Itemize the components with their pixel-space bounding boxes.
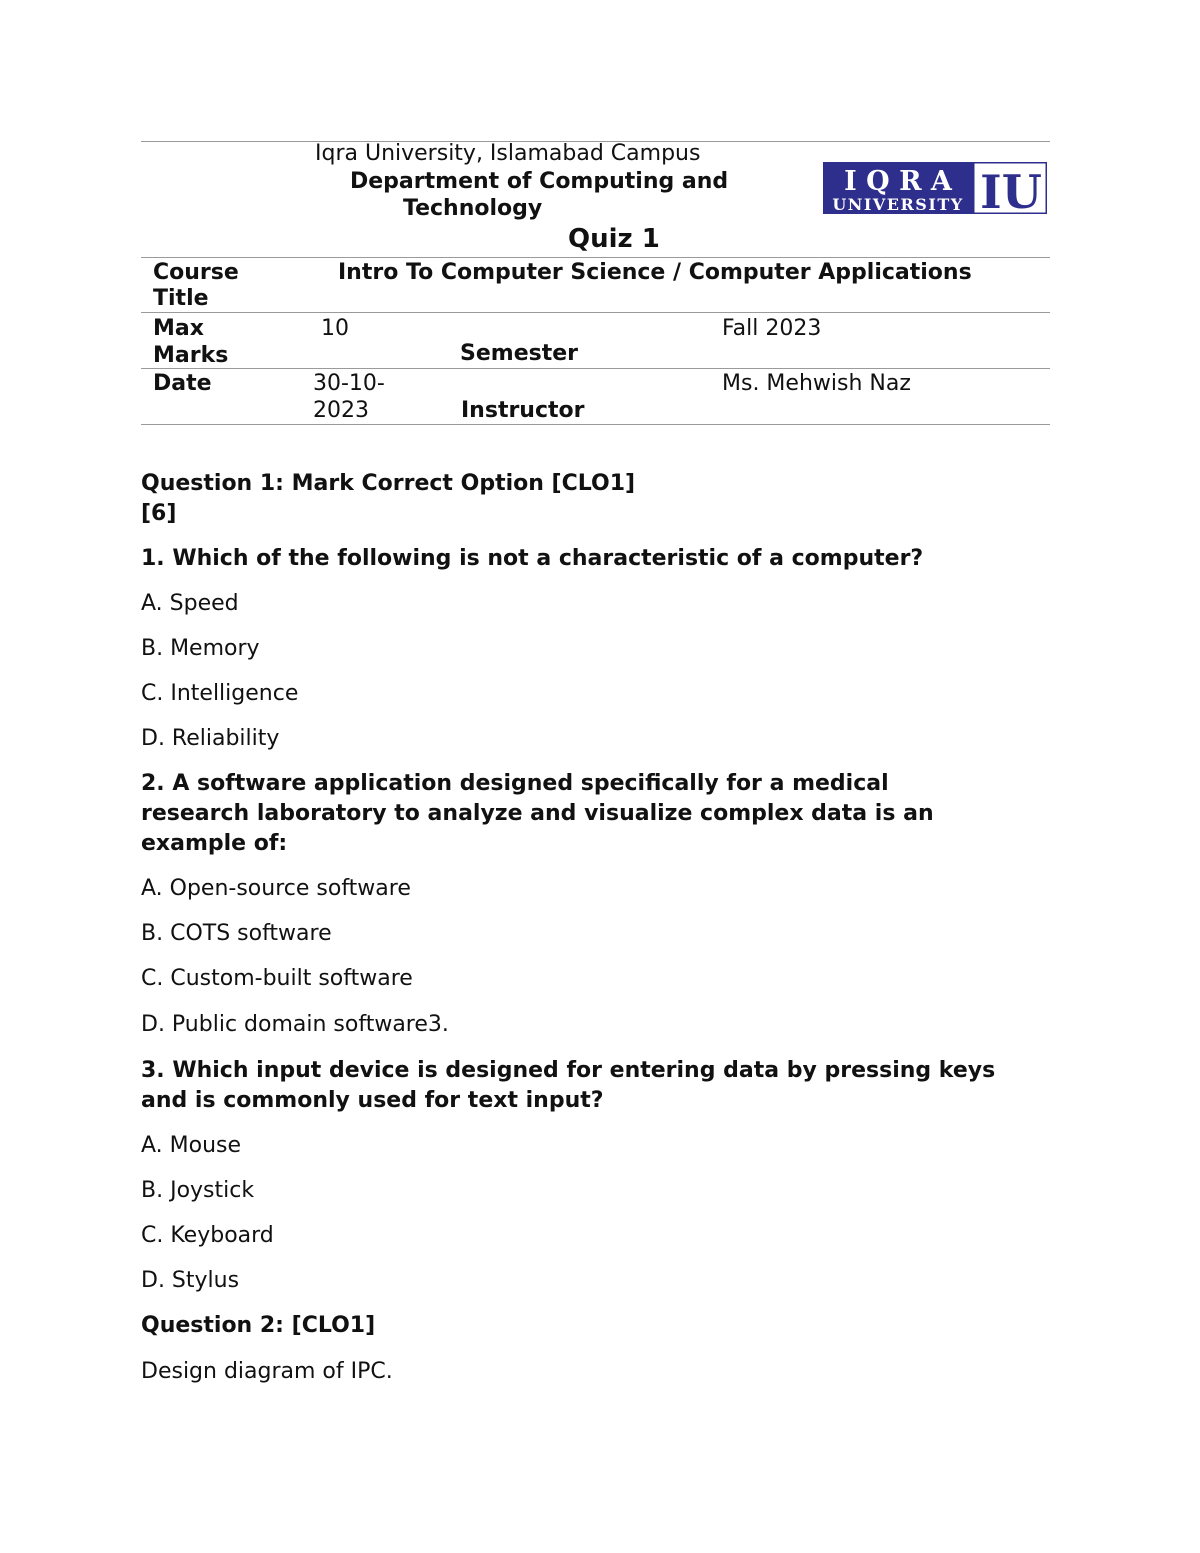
logo-university-word: UNIVERSITY (832, 195, 964, 214)
item-1-option-c: C. Intelligence (141, 681, 299, 706)
item-3-option-d: D. Stylus (141, 1268, 240, 1293)
instructor-value: Ms. Mehwish Naz (722, 371, 911, 396)
table-rule-2 (141, 312, 1050, 313)
item-2-question-line-3: example of: (141, 831, 288, 856)
logo-iqra-word: I Q R A (844, 166, 952, 197)
item-3-option-a: A. Mouse (141, 1133, 242, 1158)
date-value-1: 30-10- (313, 371, 385, 396)
iqra-university-logo (823, 162, 1047, 214)
max-marks-label-2: Marks (153, 343, 229, 368)
item-3-option-b: B. Joystick (141, 1178, 255, 1203)
item-2-option-c: C. Custom-built software (141, 966, 413, 991)
table-rule-4 (141, 424, 1050, 425)
question-1-heading: Question 1: Mark Correct Option [CLO1] (141, 471, 636, 496)
instructor-label: Instructor (461, 398, 585, 423)
table-rule-3 (141, 368, 1050, 369)
item-1-option-a: A. Speed (141, 591, 239, 616)
item-2-question-line-1: 2. A software application designed specifically for a medical (141, 771, 889, 796)
quiz-title: Quiz 1 (568, 224, 660, 254)
item-2-option-d: D. Public domain software3. (141, 1012, 449, 1037)
question-2-heading: Question 2: [CLO1] (141, 1313, 376, 1338)
date-value-2: 2023 (313, 398, 369, 423)
course-title-value: Intro To Computer Science / Computer Applications (338, 260, 972, 285)
item-2-option-a: A. Open-source software (141, 876, 411, 901)
max-marks-label-1: Max (153, 316, 204, 341)
max-marks-value: 10 (321, 316, 349, 341)
university-name: Iqra University, Islamabad Campus (315, 141, 701, 166)
department-line-1: Department of Computing and (350, 169, 729, 194)
item-1-question: 1. Which of the following is not a characteristic of a computer? (141, 546, 924, 571)
logo-iu-mark: IU (980, 165, 1042, 214)
semester-value: Fall 2023 (722, 316, 822, 341)
item-3-question-line-1: 3. Which input device is designed for entering data by pressing keys (141, 1058, 996, 1083)
item-3-option-c: C. Keyboard (141, 1223, 274, 1248)
course-title-label-1: Course (153, 260, 239, 285)
item-2-question-line-2: research laboratory to analyze and visualize complex data is an (141, 801, 934, 826)
course-title-label-2: Title (153, 286, 209, 311)
item-1-option-d: D. Reliability (141, 726, 280, 751)
item-2-option-b: B. COTS software (141, 921, 332, 946)
question-1-marks: [6] (141, 501, 177, 526)
item-1-option-b: B. Memory (141, 636, 260, 661)
date-label: Date (153, 371, 212, 396)
table-rule-1 (141, 257, 1050, 258)
question-2-text: Design diagram of IPC. (141, 1359, 393, 1384)
semester-label: Semester (460, 341, 578, 366)
department-line-2: Technology (403, 196, 543, 221)
item-3-question-line-2: and is commonly used for text input? (141, 1088, 604, 1113)
